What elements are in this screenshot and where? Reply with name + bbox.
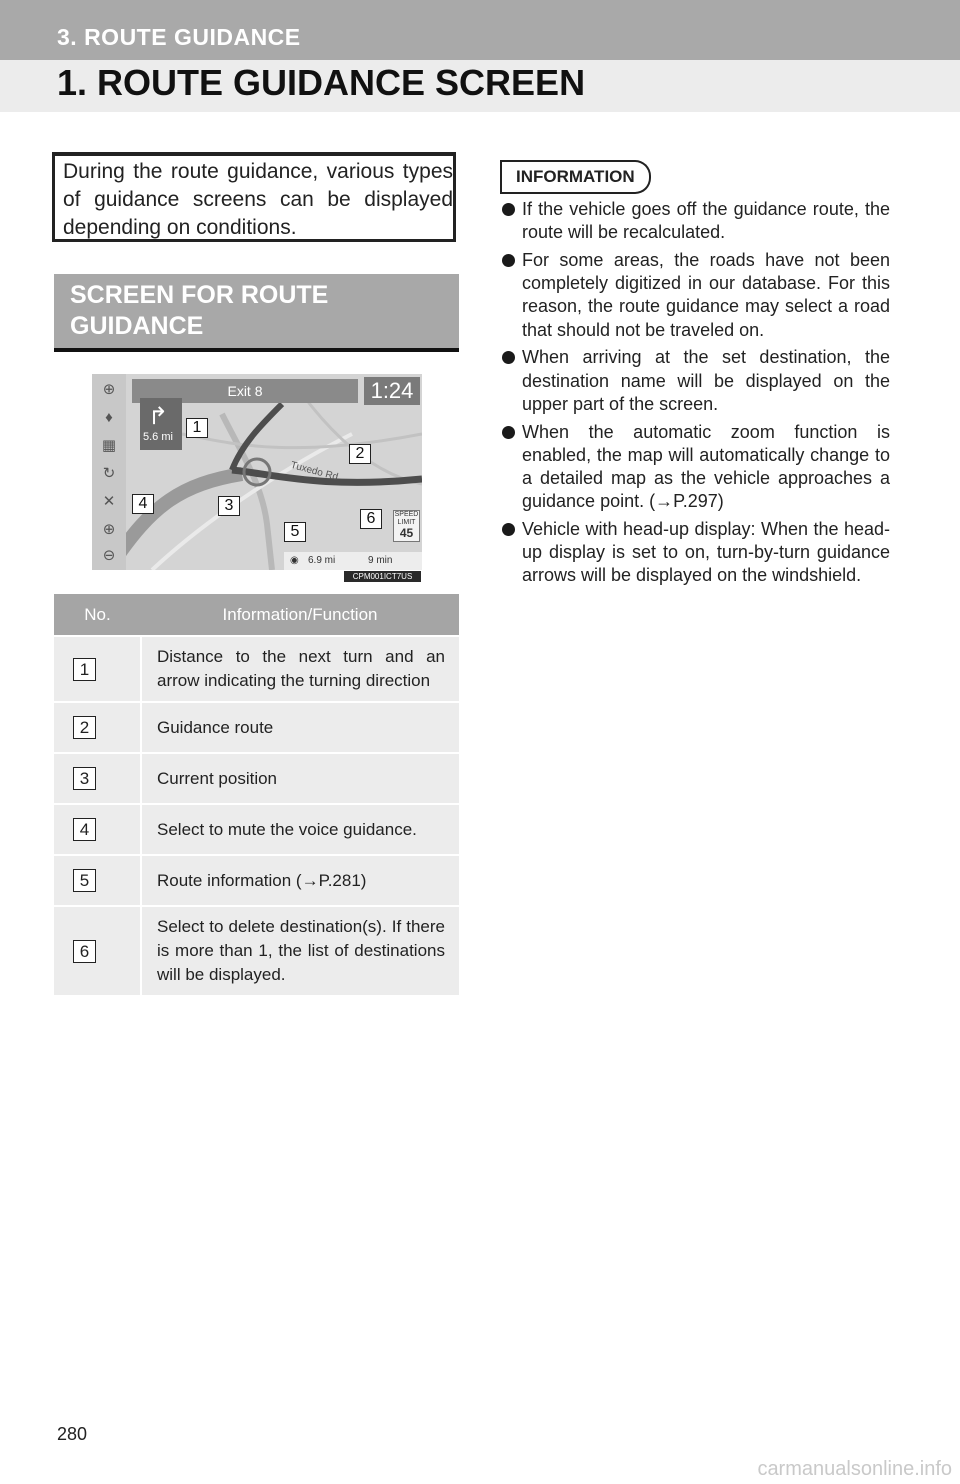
list-item: When the automatic zoom function is enabled, the map will automatically change to a detailed map as the vehicle approaches a guidance point. (→P.297) — [502, 421, 890, 514]
information-label: INFORMATION — [502, 160, 651, 194]
clock: 1:24 — [364, 377, 420, 405]
list-item: For some areas, the roads have not been completely digitized in our database. For this reason, the route guidance may select a road that should not be traveled on. — [502, 249, 890, 342]
list-item: When arriving at the set destination, the destination name will be displayed on the upper part of the screen. — [502, 346, 890, 416]
image-code: CPM001ICT7US — [344, 571, 421, 582]
intro-box: During the route guidance, various types of guidance screens can be displayed depending on conditions. — [52, 152, 456, 242]
callout-1: 1 — [186, 418, 208, 438]
route-time: 9 min — [368, 555, 393, 566]
route-icon: ◉ — [290, 555, 299, 566]
section-label — [0, 0, 960, 60]
turn-arrow-icon: ↱ — [148, 403, 169, 430]
row-description: Route information (→P.281) — [141, 855, 459, 906]
turn-distance: 5.6 mi — [143, 431, 173, 443]
table-row — [54, 906, 459, 995]
col-no-header: No. — [54, 594, 141, 636]
callout-6: 6 — [360, 509, 382, 529]
row-description: Current position — [141, 753, 459, 804]
information-list — [502, 198, 890, 592]
list-item: If the vehicle goes off the guidance route, the route will be recalculated. — [502, 198, 890, 244]
row-number: 1 — [73, 658, 96, 681]
callout-3: 3 — [218, 496, 240, 516]
exit-label: Exit 8 — [132, 379, 358, 403]
mute-icon[interactable]: ✕ — [102, 493, 116, 510]
table-row — [54, 753, 459, 804]
col-info-header: Information/Function — [141, 594, 459, 636]
table-row — [54, 804, 459, 855]
map-sidebar — [92, 374, 126, 570]
sub-heading: SCREEN FOR ROUTE GUIDANCE — [54, 274, 459, 352]
row-description: Guidance route — [141, 702, 459, 753]
row-number: 4 — [73, 818, 96, 841]
grid-icon[interactable]: ▦ — [101, 437, 117, 454]
table-row — [54, 636, 459, 702]
row-description: Select to mute the voice guidance. — [141, 804, 459, 855]
row-number: 2 — [73, 716, 96, 739]
speed-limit-sign — [393, 510, 420, 542]
zoom-out-icon[interactable]: ⊖ — [102, 547, 116, 564]
table-header-row — [54, 594, 459, 636]
bullet-icon — [502, 426, 515, 439]
page-number: 280 — [57, 1424, 88, 1444]
row-description: Distance to the next turn and an arrow indicating the turning direction — [141, 636, 459, 702]
row-description: Select to delete destination(s). If there is more than 1, the list of destinations will be displayed. — [141, 906, 459, 995]
row-number: 3 — [73, 767, 96, 790]
compass-icon[interactable]: ⊕ — [102, 381, 116, 398]
map-figure — [92, 374, 422, 570]
callout-4: 4 — [132, 494, 154, 514]
bullet-icon — [502, 203, 515, 216]
speed-sign-top: SPEED LIMIT — [394, 511, 419, 526]
turn-indicator — [140, 398, 182, 450]
route-distance: 6.9 mi — [308, 555, 336, 566]
section-label-text: 3. ROUTE GUIDANCE — [57, 24, 301, 50]
road-label: Tuxedo Rd — [289, 459, 340, 484]
watermark: carmanualsonline.info — [757, 1458, 952, 1480]
pin-icon[interactable]: ♦ — [105, 409, 113, 426]
bullet-icon — [502, 254, 515, 267]
table-row — [54, 702, 459, 753]
callout-5: 5 — [284, 522, 306, 542]
speed-sign-value: 45 — [399, 526, 414, 540]
info-table — [54, 594, 459, 995]
table-row — [54, 855, 459, 906]
bullet-icon — [502, 351, 515, 364]
row-number: 6 — [73, 940, 96, 963]
reroute-icon[interactable]: ↻ — [102, 465, 116, 482]
callout-2: 2 — [349, 444, 371, 464]
route-info-strip[interactable] — [284, 552, 422, 570]
list-item: Vehicle with head-up display: When the head-up display is set to on, turn-by-turn guidance arrows will be displayed on the windshield. — [502, 518, 890, 588]
page-title: 1. ROUTE GUIDANCE SCREEN — [57, 62, 586, 103]
row-number: 5 — [73, 869, 96, 892]
bullet-icon — [502, 523, 515, 536]
zoom-in-icon[interactable]: ⊕ — [102, 521, 116, 538]
